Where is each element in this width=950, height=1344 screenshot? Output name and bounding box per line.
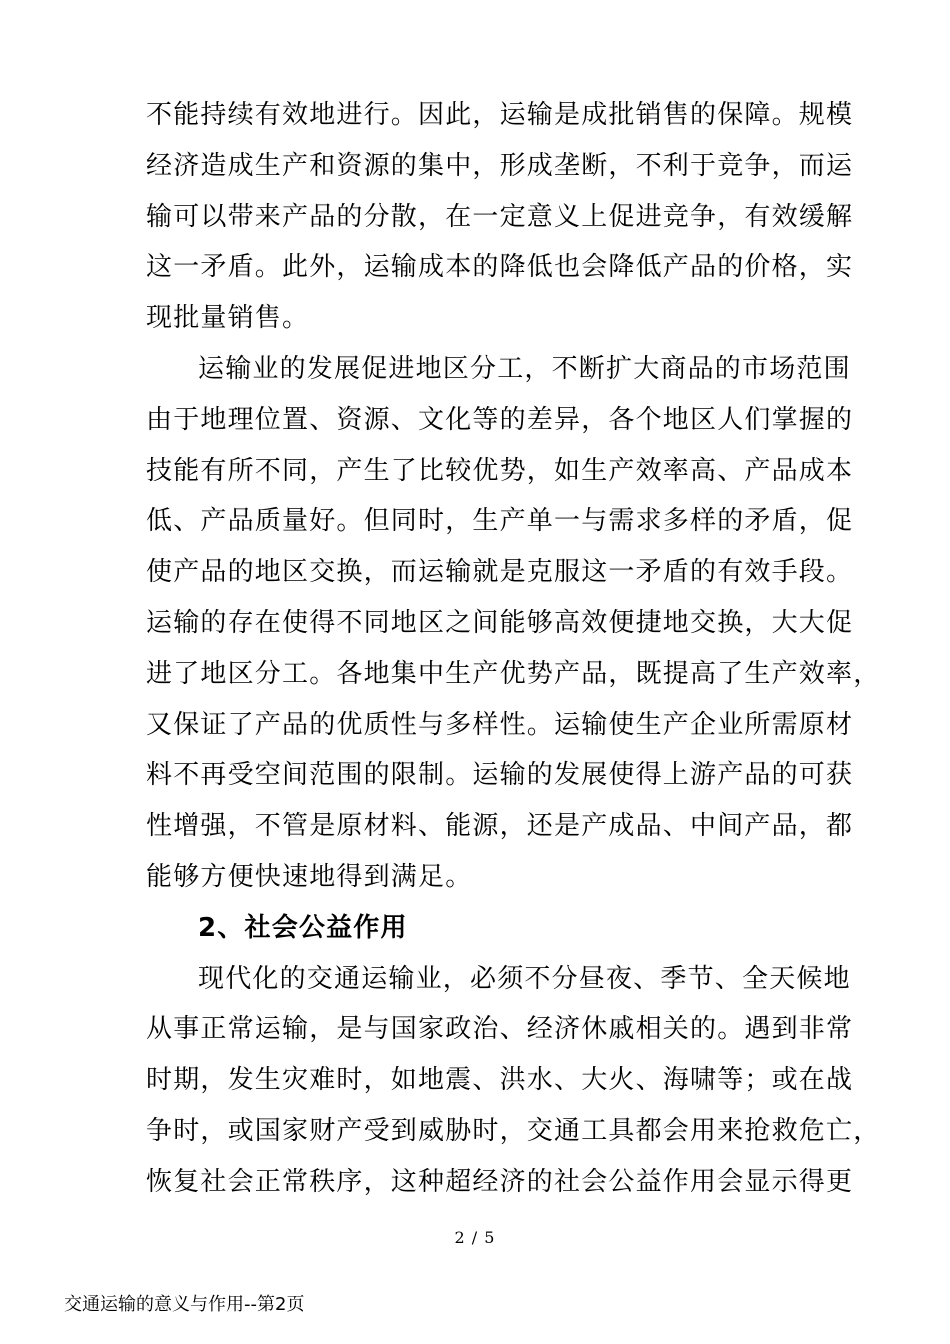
text-line: 运输业的发展促进地区分工，不断扩大商品的市场范围 [198, 353, 851, 384]
paragraph-sales-guarantee [146, 90, 854, 344]
text-line: 技能有所不同，产生了比较优势，如生产效率高、产品成本 [146, 455, 854, 486]
text-line: 低、产品质量好。但同时，生产单一与需求多样的矛盾，促 [146, 506, 854, 537]
text-line: 能够方便快速地得到满足。 [146, 861, 473, 892]
text-line: 现批量销售。 [146, 303, 310, 334]
text-line: 这一矛盾。此外，运输成本的降低也会降低产品的价格，实 [146, 252, 854, 283]
page-number: 2 / 5 [454, 1228, 496, 1247]
footer-title: 交通运输的意义与作用--第2页 [64, 1294, 305, 1315]
text-line: 运输的存在使得不同地区之间能够高效便捷地交换，大大促 [146, 607, 854, 638]
text-line: 争时，或国家财产受到威胁时，交通工具都会用来抢救危亡， [146, 1115, 881, 1146]
text-line: 现代化的交通运输业，必须不分昼夜、季节、全天候地 [198, 963, 851, 994]
text-line: 又保证了产品的优质性与多样性。运输使生产企业所需原材 [146, 709, 854, 740]
paragraph-public-welfare [146, 954, 881, 1208]
text-line: 使产品的地区交换，而运输就是克服这一矛盾的有效手段。 [146, 557, 854, 588]
text-line: 进了地区分工。各地集中生产优势产品，既提高了生产效率， [146, 658, 881, 689]
text-line: 恢复社会正常秩序，这种超经济的社会公益作用会显示得更 [146, 1166, 854, 1197]
document-body [146, 90, 881, 1208]
text-line: 不能持续有效地进行。因此，运输是成批销售的保障。规模 [146, 100, 854, 130]
text-line: 时期，发生灾难时，如地震、洪水、大火、海啸等；或在战 [146, 1065, 854, 1096]
text-line: 从事正常运输，是与国家政治、经济休戚相关的。遇到非常 [146, 1014, 854, 1045]
paragraph-regional-division [146, 344, 881, 903]
text-line: 料不再受空间范围的限制。运输的发展使得上游产品的可获 [146, 760, 854, 791]
text-line: 由于地理位置、资源、文化等的差异，各个地区人们掌握的 [146, 404, 854, 435]
section-heading: 2、社会公益作用 [198, 912, 408, 943]
text-line: 性增强，不管是原材料、能源，还是产成品、中间产品，都 [146, 811, 854, 842]
text-line: 经济造成生产和资源的集中，形成垄断，不利于竞争，而运 [146, 150, 854, 181]
text-line: 输可以带来产品的分散，在一定意义上促进竞争，有效缓解 [146, 201, 854, 232]
